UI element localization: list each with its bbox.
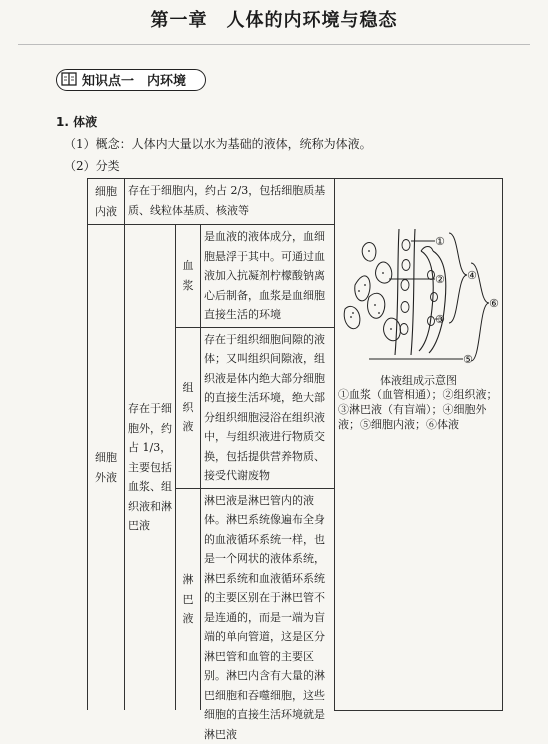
intracellular-name-text: 细胞 内液	[95, 185, 117, 218]
lymph-desc-text: 淋巴液是淋巴管内的液体。淋巴系统像遍布全身的血液循环系统一样，也是一个网状的液体系统，淋巴系统和血液循环系统的主要区别在于淋巴管不是连通的，而是一端为盲端的单向管道，这是区分淋巴管和血管的主要区别。淋巴内含有大量的淋巴细胞和吞噬细胞，这些细胞的直接生活环境就是淋巴液	[204, 493, 325, 741]
marker-4: ④	[467, 269, 477, 282]
lymph-vessel	[419, 247, 446, 354]
body-fluid-diagram	[339, 227, 499, 369]
marker-3: ③	[435, 313, 445, 326]
marker-1: ①	[435, 235, 445, 248]
body-fluid-table	[87, 178, 503, 741]
extracellular-desc-text: 存在于细胞外，约占 1/3，主要包括血浆、组织液和淋巴液	[128, 402, 172, 533]
cell-outline	[384, 318, 401, 341]
plasma-name-text: 血 浆	[182, 259, 194, 292]
marker-2: ②	[435, 273, 445, 286]
extracellular-name-text: 细胞 外液	[95, 451, 117, 484]
marker-6: ⑥	[489, 297, 499, 310]
marker-5: ⑤	[463, 353, 473, 366]
tissue-fluid-name-text: 组 织 液	[182, 381, 194, 434]
diagram-caption: 体液组成示意图	[380, 374, 457, 387]
blood-cells	[400, 240, 410, 335]
intracellular-desc-text: 存在于细胞内，约占 2/3，包括细胞质基质、线粒体基质、核液等	[128, 184, 326, 217]
book-icon	[61, 72, 77, 86]
classification-line: （2）分类	[64, 159, 120, 173]
cell-outline	[355, 276, 370, 301]
tissue-fluid-name	[176, 327, 201, 488]
intracellular-desc	[125, 179, 335, 225]
lymph-name-text: 淋 巴 液	[182, 573, 194, 625]
intracellular-name	[88, 179, 125, 225]
cell-outline	[368, 293, 385, 318]
plasma-name	[176, 225, 201, 328]
plasma-desc	[201, 225, 335, 328]
cell-cluster	[344, 242, 400, 340]
lymph-desc-clip	[204, 491, 331, 741]
diagram-legend: ①血浆（血管相通）；②组织液；③淋巴液（有盲端）；④细胞外液；⑤细胞内液；⑥体液	[338, 388, 498, 431]
plasma-desc-text: 是血液的液体成分，血细胞悬浮于其中。可通过血液加入抗凝剂柠檬酸钠离心后制备，血浆是血细胞直接生活的环境	[204, 230, 325, 321]
knowledge-point-label: 知识点一 内环境	[82, 74, 187, 89]
group-braces	[449, 233, 489, 361]
header-divider	[18, 44, 530, 45]
diagram-cell	[335, 179, 503, 711]
chapter-title: 第一章 人体的内环境与稳态	[150, 10, 398, 31]
blood-vessel	[395, 229, 415, 355]
extracellular-name	[88, 225, 125, 711]
lymph-desc	[201, 488, 335, 741]
tissue-fluid-desc	[201, 327, 335, 488]
knowledge-point-banner	[56, 69, 206, 91]
lymph-name	[176, 488, 201, 710]
leader-lines	[369, 241, 463, 359]
section-heading: 1. 体液	[56, 115, 98, 129]
cell-outline	[344, 306, 360, 328]
extracellular-desc	[125, 225, 176, 711]
intracellular-row	[88, 179, 503, 225]
tissue-fluid-desc-text: 存在于组织细胞间隙的液体；又叫组织间隙液，组织液是体内绝大部分细胞的直接生活环境，绝大部分组织细胞浸浴在组织液中，与组织液进行物质交换，包括提供营养物质、接受代谢废物	[204, 332, 325, 482]
concept-line: （1）概念：人体内大量以水为基础的液体，统称为体液。	[64, 137, 372, 151]
